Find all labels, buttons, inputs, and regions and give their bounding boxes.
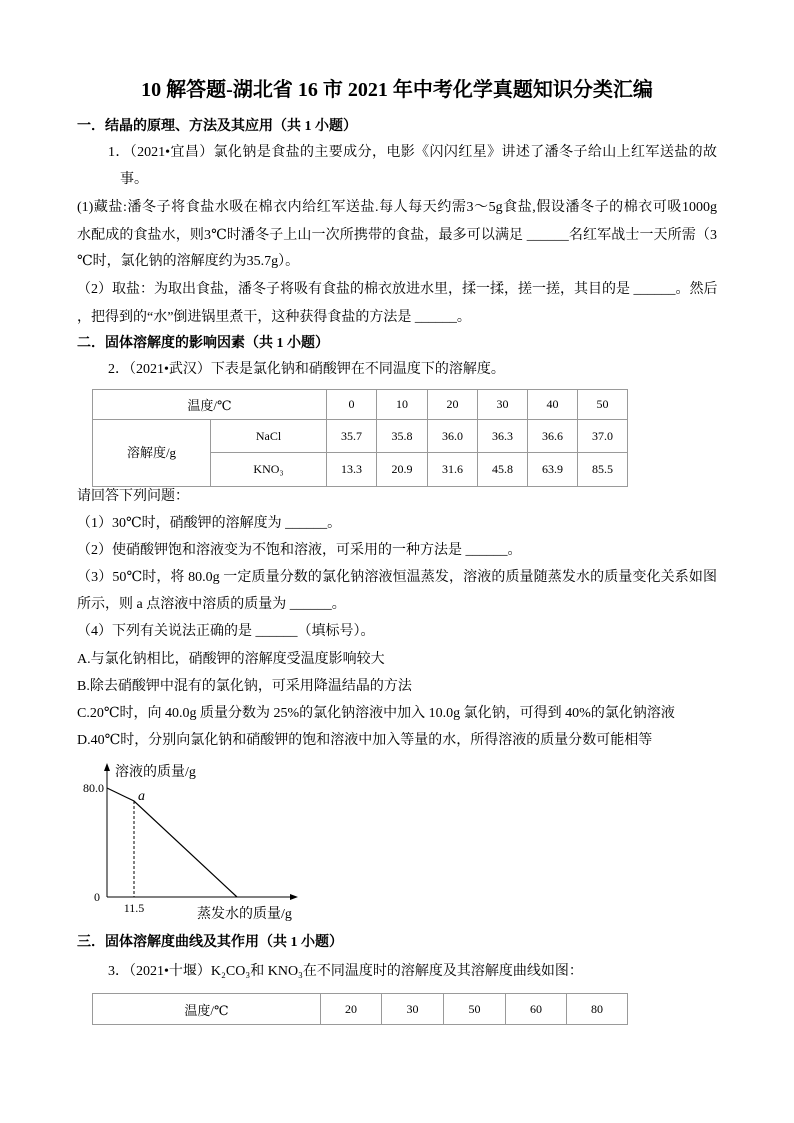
- k2co3-kno3-table: [92, 993, 628, 1025]
- table-value-cell: 36.0: [428, 420, 478, 453]
- origin-label: 0: [94, 890, 100, 904]
- q2-sub-question: （3）50℃时，将 80.0g 一定质量分数的氯化钠溶液恒温蒸发，溶液的质量随蒸发水的质量变化关系如图: [77, 570, 717, 585]
- table-header-temperature: 温度/℃: [93, 390, 327, 420]
- q2-sub-question: （2）使硝酸钾饱和溶液变为不饱和溶液，可采用的一种方法是 ______。: [77, 543, 522, 558]
- table-value-cell: 20.9: [377, 453, 428, 487]
- table-value-cell: 31.6: [428, 453, 478, 487]
- section-heading: 三．固体溶解度曲线及其作用（共 1 小题）: [77, 935, 343, 950]
- table-temperature-cell: 50: [444, 994, 506, 1025]
- table-value-cell: 36.6: [528, 420, 578, 453]
- section-heading: 二．固体溶解度的影响因素（共 1 小题）: [77, 336, 329, 351]
- page-title: 10 解答题-湖北省 16 市 2021 年中考化学真题知识分类汇编: [141, 79, 653, 101]
- table-value-cell: 63.9: [528, 453, 578, 487]
- q2-prompt: 请回答下列问题：: [77, 489, 189, 504]
- table-temperature-cell: 80: [567, 994, 628, 1025]
- point-a-label: a: [138, 789, 145, 804]
- q1-part1-line: ℃时，氯化钠的溶解度约为35.7g）。: [77, 254, 300, 269]
- evaporation-graph: [60, 755, 320, 925]
- table-temperature-cell: 0: [327, 390, 377, 420]
- table-value-cell: 37.0: [578, 420, 628, 453]
- q1-stem-line: 事。: [120, 172, 148, 187]
- table-temperature-cell: 20: [321, 994, 382, 1025]
- table-temperature-cell: 30: [478, 390, 528, 420]
- table-value-cell: 35.7: [327, 420, 377, 453]
- q2-option-a: A.与氯化钠相比，硝酸钾的溶解度受温度影响较大: [77, 652, 385, 667]
- y-axis-arrow: [104, 763, 110, 771]
- table-temperature-cell: 60: [506, 994, 567, 1025]
- q2-option-c: C.20℃时，向 40.0g 质量分数为 25%的氯化钠溶液中加入 10.0g 氯化钠，可得到 40%的氯化钠溶液: [77, 706, 675, 721]
- q2-sub-question: （1）30℃时，硝酸钾的溶解度为 ______。: [77, 516, 342, 531]
- q2-option-d: D.40℃时，分别向氯化钠和硝酸钾的饱和溶液中加入等量的水，所得溶液的质量分数可能相等: [77, 733, 653, 748]
- q3-stem: 3．（2021•十堰）K₂CO₃和 KNO₃在不同温度时的溶解度及其溶解度曲线如图：: [108, 964, 583, 979]
- q2-stem: 2．（2021•武汉）下表是氯化钠和硝酸钾在不同温度下的溶解度。: [108, 362, 505, 377]
- table-value-cell: 35.8: [377, 420, 428, 453]
- table-temperature-cell: 20: [428, 390, 478, 420]
- q2-sub-question: （4）下列有关说法正确的是 ______（填标号）。: [77, 624, 375, 639]
- q2-sub-question: 所示，则 a 点溶液中溶质的质量为 ______。: [77, 597, 346, 612]
- x-axis-arrow: [290, 894, 298, 900]
- table-header-temperature: 温度/℃: [93, 994, 321, 1025]
- q1-stem-line: 1．（2021•宜昌）氯化钠是食盐的主要成分，电影《闪闪红星》讲述了潘冬子给山上红军送盐的故: [108, 145, 717, 160]
- q1-part1-line: (1)藏盐:潘冬子将食盐水吸在棉衣内给红军送盐.每人每天约需3～5g食盐,假设潘冬子的棉衣可吸1000g: [77, 200, 717, 215]
- solubility-table: [92, 389, 628, 487]
- q1-part1-line: 水配成的食盐水，则3℃时潘冬子上山一次所携带的食盐，最多可以满足 ______名红军战士一天所需（3: [77, 228, 717, 243]
- table-value-cell: 13.3: [327, 453, 377, 487]
- q2-option-b: B.除去硝酸钾中混有的氯化钠，可采用降温结晶的方法: [77, 679, 412, 694]
- table-value-cell: 45.8: [478, 453, 528, 487]
- section-heading: 一．结晶的原理、方法及其应用（共 1 小题）: [77, 119, 357, 134]
- table-substance-nacl: NaCl: [211, 420, 327, 453]
- table-temperature-cell: 30: [382, 994, 444, 1025]
- x-tick-label: 11.5: [123, 901, 145, 915]
- q1-part2-line: ，把得到的“水”倒进锅里煮干，这种获得食盐的方法是 ______。: [77, 310, 471, 325]
- table-substance-kno3: KNO₃: [211, 453, 327, 487]
- table-row-label-solubility: 溶解度/g: [93, 420, 211, 487]
- table-value-cell: 36.3: [478, 420, 528, 453]
- x-axis-label: 蒸发水的质量/g: [197, 907, 292, 922]
- table-temperature-cell: 10: [377, 390, 428, 420]
- solution-mass-line: [107, 788, 237, 897]
- table-temperature-cell: 40: [528, 390, 578, 420]
- table-value-cell: 85.5: [578, 453, 628, 487]
- y-axis-label: 溶液的质量/g: [115, 765, 196, 780]
- table-temperature-cell: 50: [578, 390, 628, 420]
- q1-part2-line: （2）取盐：为取出食盐，潘冬子将吸有食盐的棉衣放进水里，揉一揉，搓一搓，其目的是 ______。然后: [77, 282, 718, 297]
- y-tick-label: 80.0: [83, 781, 104, 795]
